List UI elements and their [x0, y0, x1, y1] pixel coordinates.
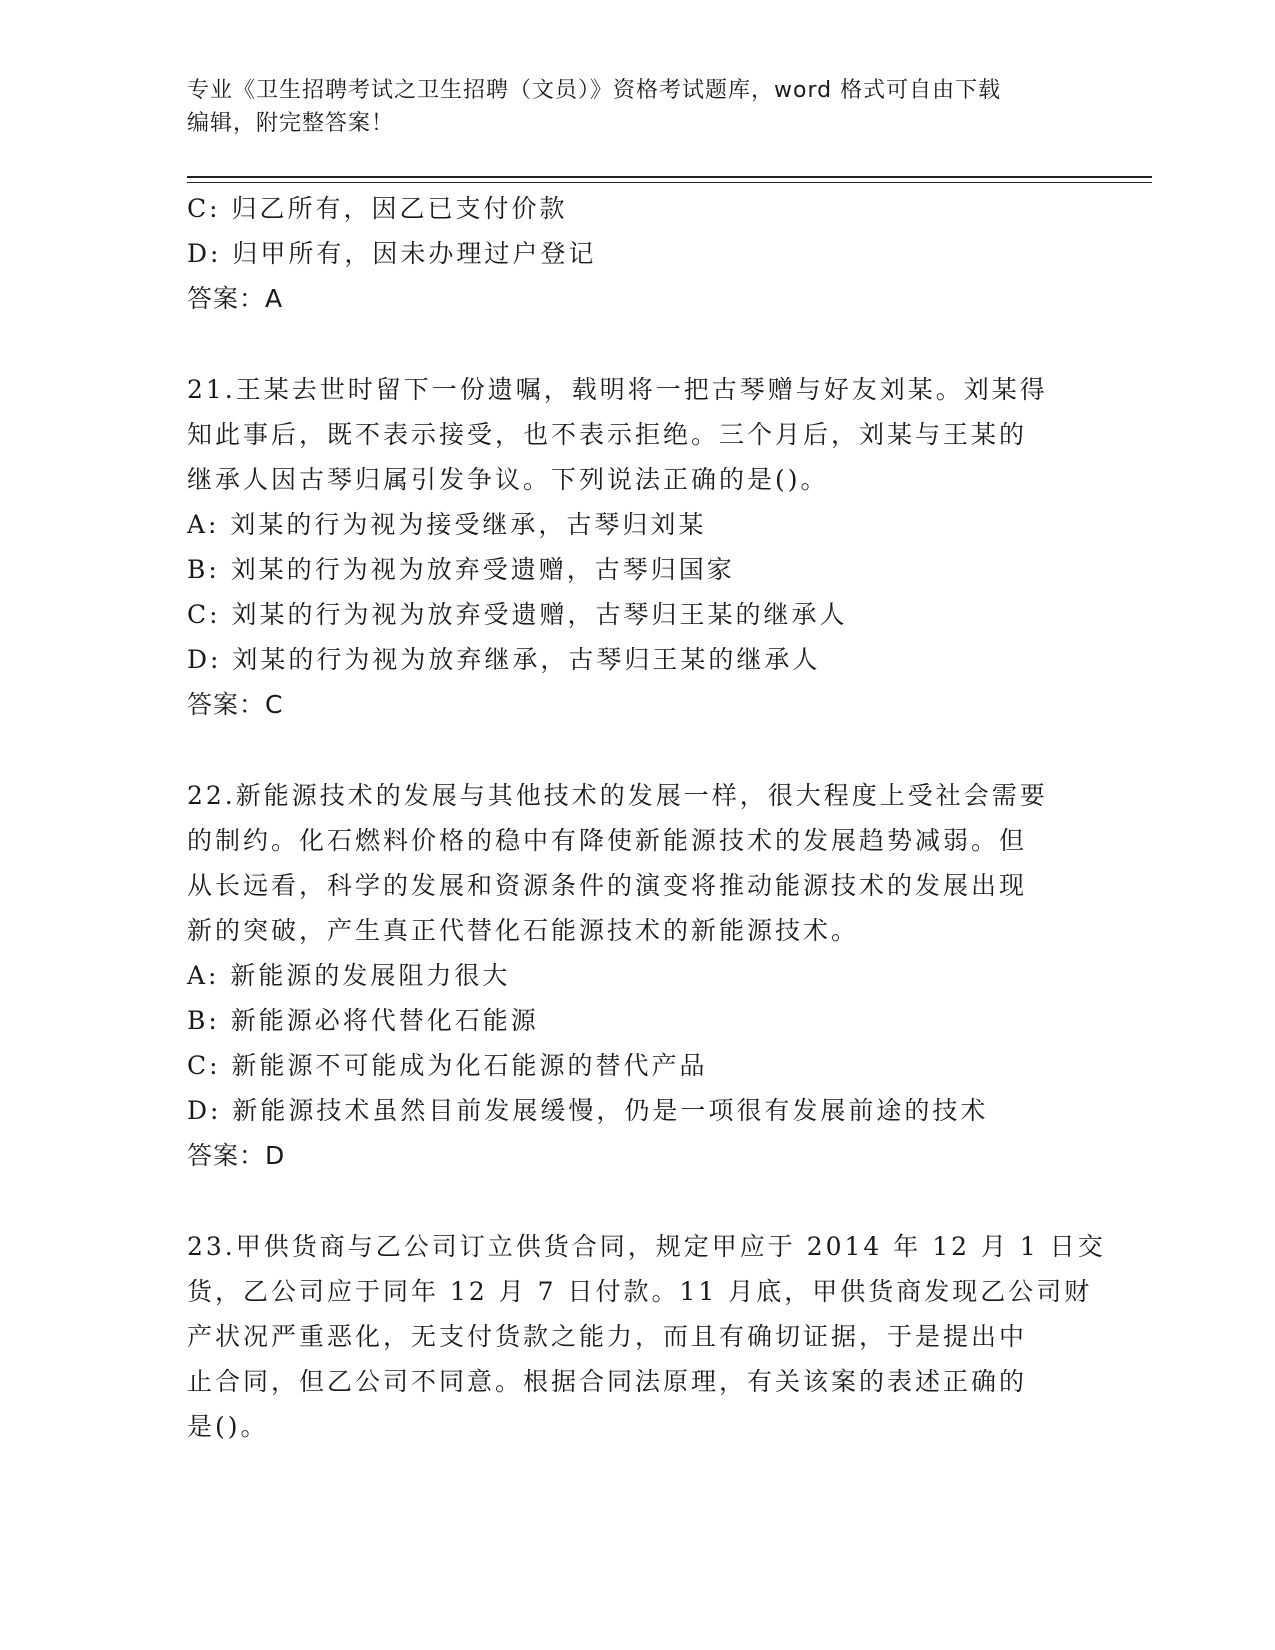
question-stem-line: 继承人因古琴归属引发争议。下列说法正确的是()。	[187, 465, 829, 494]
option-c: C: 归乙所有，因乙已支付价款	[187, 194, 568, 223]
option-c: C: 新能源不可能成为化石能源的替代产品	[187, 1051, 708, 1080]
question-21	[187, 367, 1087, 727]
option-c: C: 刘某的行为视为放弃受遗赠，古琴归王某的继承人	[187, 600, 848, 629]
answer: 答案：A	[187, 284, 284, 313]
question-stem-line: 产状况严重恶化，无支付货款之能力，而且有确切证据，于是提出中	[187, 1322, 1028, 1351]
question-stem-line: 止合同，但乙公司不同意。根据合同法原理，有关该案的表述正确的	[187, 1367, 1028, 1396]
question-23	[187, 1224, 1106, 1449]
option-a: A: 新能源的发展阻力很大	[187, 961, 511, 990]
question-stem-line: 新的突破，产生真正代替化石能源技术的新能源技术。	[187, 916, 860, 945]
question-stem-line: 22.新能源技术的发展与其他技术的发展一样，很大程度上受社会需要	[187, 781, 1048, 810]
option-d: D: 新能源技术虽然目前发展缓慢，仍是一项很有发展前途的技术	[187, 1096, 989, 1125]
question-stem-line: 从长远看，科学的发展和资源条件的演变将推动能源技术的发展出现	[187, 871, 1028, 900]
question-content	[187, 186, 1106, 1449]
question-stem-line: 21.王某去世时留下一份遗嘱，载明将一把古琴赠与好友刘某。刘某得	[187, 375, 1048, 404]
header-line-2: 编辑，附完整答案！	[187, 111, 395, 136]
question-stem-line: 知此事后，既不表示接受，也不表示拒绝。三个月后，刘某与王某的	[187, 420, 1028, 449]
option-d: D: 刘某的行为视为放弃继承，古琴归王某的继承人	[187, 645, 821, 674]
option-a: A: 刘某的行为视为接受继承，古琴归刘某	[187, 510, 707, 539]
answer: 答案：C	[187, 690, 284, 719]
question-stem-line: 的制约。化石燃料价格的稳中有降使新能源技术的发展趋势减弱。但	[187, 826, 1028, 855]
question-20-tail	[187, 186, 1087, 321]
answer: 答案：D	[187, 1141, 286, 1170]
question-stem-line: 是()。	[187, 1412, 269, 1441]
header-line-1: 专业《卫生招聘考试之卫生招聘（文员）》资格考试题库，word 格式可自由下载	[187, 78, 1002, 103]
option-d: D: 归甲所有，因未办理过户登记	[187, 239, 597, 268]
option-b: B: 刘某的行为视为放弃受遗赠，古琴归国家	[187, 555, 735, 584]
header-rule-thick	[187, 176, 1152, 178]
question-stem-line: 23.甲供货商与乙公司订立供货合同，规定甲应于 2014 年 12 月 1 日交	[187, 1232, 1106, 1261]
question-22	[187, 773, 1087, 1178]
header-rule-thin	[187, 182, 1152, 183]
option-b: B: 新能源必将代替化石能源	[187, 1006, 539, 1035]
document-header	[187, 74, 1087, 140]
question-stem-line: 货，乙公司应于同年 12 月 7 日付款。11 月底，甲供货商发现乙公司财	[187, 1277, 1093, 1306]
